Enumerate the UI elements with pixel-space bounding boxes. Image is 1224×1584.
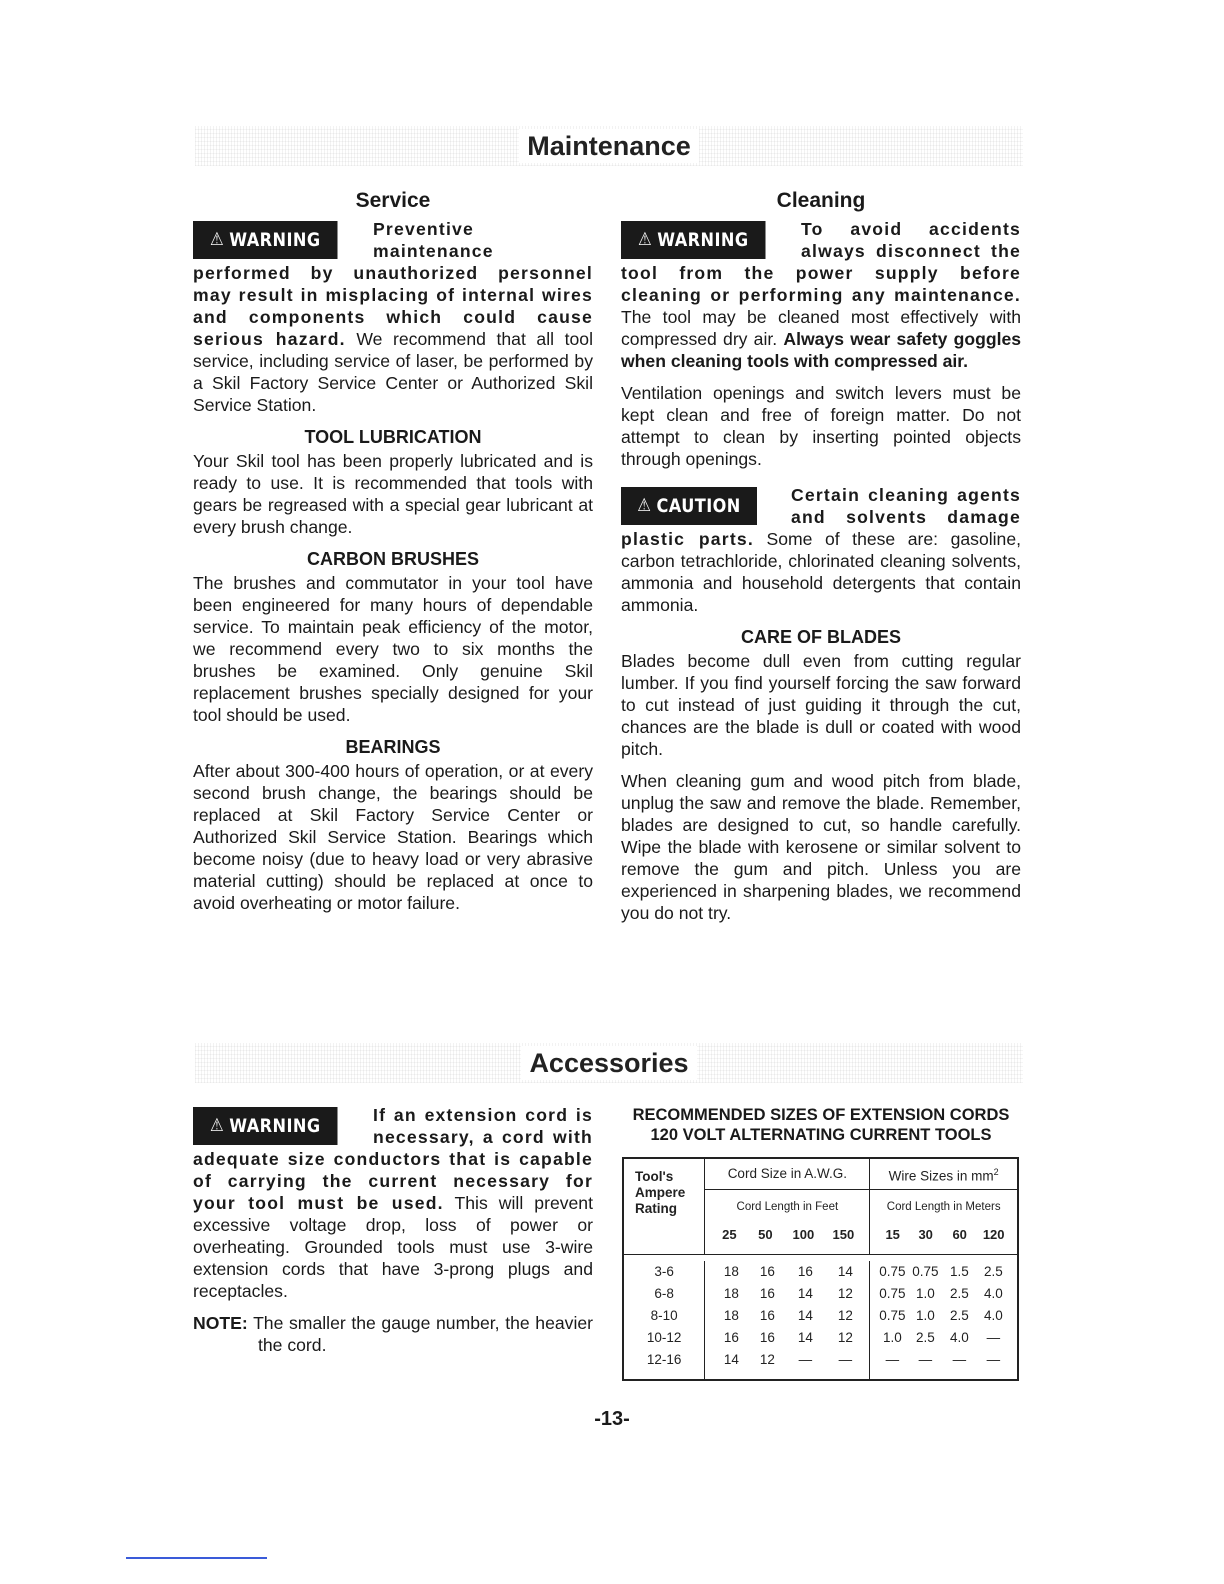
table-row: 6-8 18 16 14 12 0.75 1.0 2.5 4.0 — [623, 1283, 1018, 1305]
accessories-column — [193, 1104, 593, 1366]
blades-heading: CARE OF BLADES — [740, 627, 901, 647]
table-row: 3-6 18 16 16 14 0.75 0.75 1.5 2.5 — [623, 1261, 1018, 1283]
feet-header: Cord Length in Feet — [736, 1201, 839, 1213]
caution-lead: Certain cleaning agents and solvents damage plastic parts. — [621, 485, 1021, 549]
table-title-line-2: 120 VOLT ALTERNATING CURRENT TOOLS — [650, 1126, 992, 1144]
ampere-rating-header: Tool's Ampere Rating — [623, 1158, 705, 1255]
footer-divider — [126, 1557, 267, 1559]
table-row: 10-12 16 16 14 12 1.0 2.5 4.0 — — [623, 1327, 1018, 1349]
warning-triangle-icon: ⚠ — [637, 495, 652, 516]
cleaning-warning-paragraph — [621, 218, 1021, 372]
ventilation-text: Ventilation openings and switch levers must be kept clean and free of foreign matter. Do not attempt to clean by inserting pointed objects through openings. — [621, 383, 1021, 469]
note-paragraph — [193, 1312, 593, 1356]
meters-header: Cord Length in Meters — [886, 1201, 1001, 1213]
note-label: NOTE: — [193, 1313, 248, 1333]
bearings-heading: BEARINGS — [345, 737, 441, 757]
extension-warning-paragraph — [193, 1104, 593, 1302]
service-warning-paragraph — [193, 218, 593, 416]
blades-text-2: When cleaning gum and wood pitch from blade, unplug the saw and remove the blade. Remember, blades are designed to cut, so handle carefully. Wipe the blade with kerosene or similar solvent to remove the gum and pitch. Unless you are experienced in sharpening blades, we recommend you do not try. — [621, 771, 1021, 923]
service-heading: Service — [355, 189, 431, 212]
cleaning-column — [621, 188, 1021, 934]
service-column — [193, 188, 593, 924]
accessories-banner — [195, 1043, 1023, 1083]
warning-badge: ⚠ WARNING — [193, 1107, 338, 1145]
caution-badge: ⚠ CAUTION — [621, 487, 757, 525]
mm-header: Wire Sizes in $mm^2$ — [870, 1158, 1018, 1190]
service-warning-rest: We recommend that all tool service, including service of laser, be performed by a Skil Factory Service Center or Authorized Skil Service Station. — [193, 329, 593, 415]
brushes-text: The brushes and commutator in your tool have been engineered for many hours of dependable service. To maintain peak efficiency of the motor, we recommend every two to six months the brushes be examined. Only genuine Skil replacement brushes specially designed for your tool should be used. — [193, 573, 593, 725]
blades-text-1: Blades become dull even from cutting regular lumber. If you find yourself forcing the saw forward to cut instead of just guiding it through the cut, chances are the blade is dull or coated with wood pitch. — [621, 651, 1021, 759]
warning-triangle-icon: ⚠ — [209, 229, 225, 250]
cleaning-warning-mid: The tool may be cleaned most effectively with compressed dry air. — [621, 307, 1021, 349]
caution-rest: Some of these are: gasoline, carbon tetrachloride, chlorinated cleaning solvents, ammonia and household detergents that contain ammonia. — [621, 529, 1021, 615]
lubrication-heading: TOOL LUBRICATION — [304, 427, 482, 447]
note-text: The smaller the gauge number, the heavier the cord. — [253, 1313, 593, 1355]
warning-badge: ⚠ WARNING — [621, 221, 766, 259]
cleaning-heading: Cleaning — [776, 189, 866, 212]
table-title — [620, 1105, 1022, 1145]
awg-header: Cord Size in A.W.G. — [705, 1158, 870, 1190]
cleaning-warning-bold: Always wear safety goggles when cleaning tools with compressed air. — [621, 329, 1022, 371]
table-title-line-1: RECOMMENDED SIZES OF EXTENSION CORDS — [632, 1106, 1010, 1124]
lubrication-text: Your Skil tool has been properly lubricated and is ready to use. It is recommended that tools with gears be regreased with a special gear lubricant at every brush change. — [193, 451, 593, 537]
meters-subheader — [870, 1190, 1018, 1255]
cleaning-warning-lead: To avoid accidents always disconnect the tool from the power supply before cleaning or performing any maintenance. — [621, 219, 1021, 305]
table-row: 12-16 14 12 — — — — — — — [623, 1349, 1018, 1380]
caution-paragraph — [621, 484, 1021, 616]
page-number: -13- — [594, 1408, 630, 1430]
bearings-text: After about 300-400 hours of operation, or at every second brush change, the bearings should be replaced at Skil Factory Service Center or Authorized Skil Service Station. Bearings which become noisy (due to heavy load or very abrasive material cutting) should be replaced at once to avoid overheating or motor failure. — [193, 761, 593, 913]
extension-warning-rest: This will prevent excessive voltage drop, loss of power or overheating. Grounded tools must use 3-wire extension cords that have 3-prong plugs and receptacles. — [193, 1193, 593, 1301]
service-warning-lead: Preventive maintenance performed by unauthorized personnel may result in misplacing of internal wires and components which could cause serious hazard. — [193, 219, 593, 349]
warning-badge: ⚠ WARNING — [193, 221, 338, 259]
warning-triangle-icon: ⚠ — [209, 1115, 225, 1136]
warning-triangle-icon: ⚠ — [637, 229, 653, 250]
accessories-title: Accessories — [521, 1046, 696, 1080]
feet-subheader — [705, 1190, 870, 1255]
brushes-heading: CARBON BRUSHES — [306, 549, 479, 569]
extension-warning-lead: If an extension cord is necessary, a cord with adequate size conductors that is capable of carrying the current necessary for your tool must be used. — [193, 1105, 593, 1213]
meters-values: 15 30 60 120 — [885, 1227, 1005, 1242]
feet-values: 25 50 100 150 — [722, 1227, 855, 1242]
maintenance-banner — [195, 126, 1023, 166]
extension-cord-table — [622, 1157, 1019, 1381]
extension-cord-table-section — [620, 1105, 1022, 1381]
maintenance-title: Maintenance — [519, 129, 699, 163]
table-row: 8-10 18 16 14 12 0.75 1.0 2.5 4.0 — [623, 1305, 1018, 1327]
